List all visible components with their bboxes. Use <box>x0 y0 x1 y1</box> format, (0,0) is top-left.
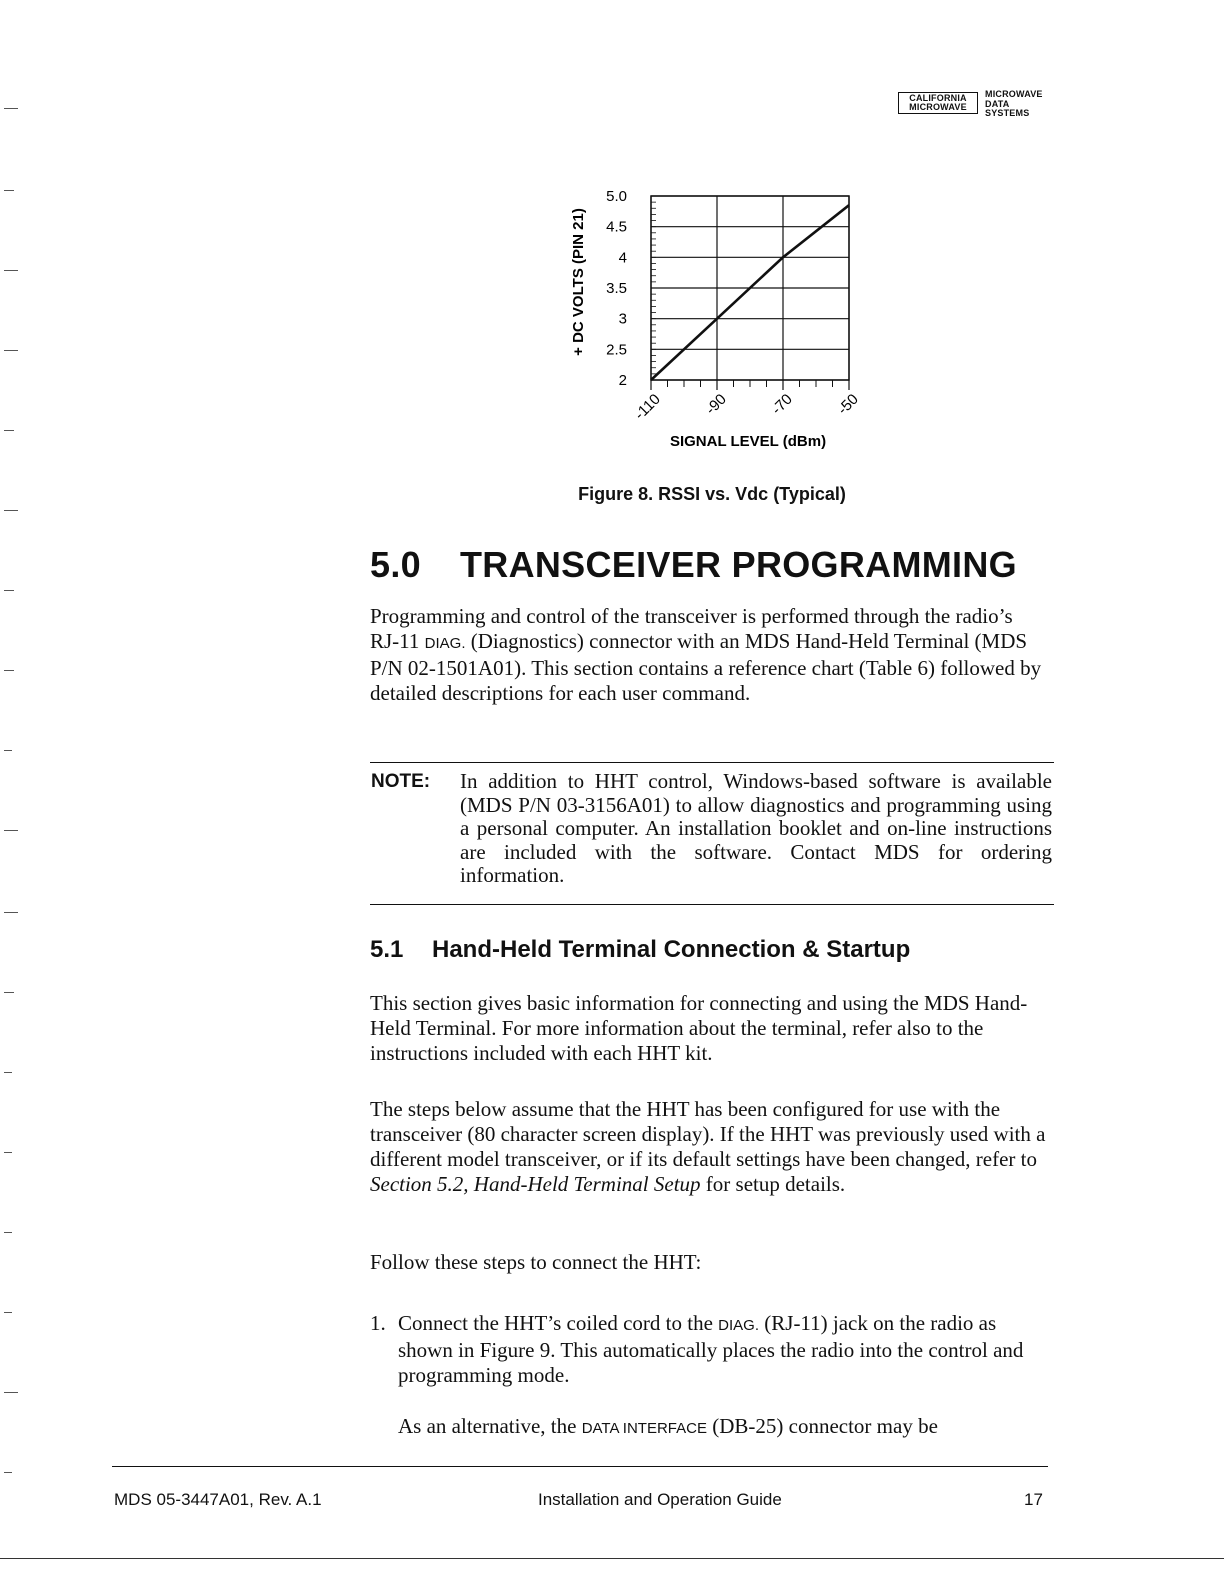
y-tick-label-0: 2 <box>618 372 627 389</box>
note-bottom-rule <box>370 904 1054 905</box>
subsection-paragraph-2 <box>370 1097 1046 1197</box>
paragraph-2-text-b: for setup details. <box>700 1172 846 1196</box>
step-1-alt-text-b: (DB-25) connector may be <box>706 1414 938 1438</box>
chart-series <box>651 205 849 380</box>
y-tick-label-1: 2.5 <box>606 341 627 359</box>
subsection-paragraph-1: This section gives basic information for connecting and using the MDS Hand-Held Terminal. For more information about the terminal, refer also to the instructions included with each HHT kit. <box>370 991 1028 1065</box>
logo-box-line1: CALIFORNIA <box>909 93 967 103</box>
footer-page-number: 17 <box>1024 1490 1043 1509</box>
note-label: NOTE: <box>371 771 431 792</box>
chart-minor-ticks <box>651 196 849 387</box>
logo-text-line3: SYSTEMS <box>985 108 1030 118</box>
step-1-number: 1. <box>370 1311 386 1335</box>
step-1-text-a: Connect the HHT’s coiled cord to the <box>398 1311 719 1335</box>
section-title: TRANSCEIVER PROGRAMMING <box>460 544 1017 585</box>
chart-x-axis-label: SIGNAL LEVEL (dBm) <box>669 433 827 450</box>
y-tick-label-6: 5.0 <box>606 188 627 205</box>
note-top-rule <box>370 762 1054 763</box>
x-tick-label-0: -110 <box>631 390 664 424</box>
section-heading <box>370 544 1017 586</box>
logo-box-line2: MICROWAVE <box>909 102 967 112</box>
subsection-title: Hand-Held Terminal Connection & Startup <box>432 936 911 963</box>
y-tick-label-5: 4.5 <box>606 218 627 236</box>
section-intro-smallcaps: DIAG. <box>424 635 466 652</box>
chart-x-tick-labels <box>631 391 861 423</box>
logo-text-line2: DATA <box>985 98 1010 109</box>
note-text: In addition to HHT control, Windows-based software is available (MDS P/N 03-3156A01) to allow diagnostics and programming using a personal computer. An installation booklet and on-line instructions are included with the software. Contact MDS for ordering information. <box>460 769 1052 887</box>
subsection-number: 5.1 <box>370 936 404 963</box>
logo-text-line1: MICROWAVE <box>985 89 1043 99</box>
x-tick-label-1: -90 <box>702 390 730 419</box>
y-tick-label-4: 4 <box>618 249 627 267</box>
step-1-alt-smallcaps: DATA INTERFACE <box>581 1420 707 1437</box>
section-intro <box>370 604 1046 706</box>
subsection-heading <box>370 936 910 964</box>
logo-text <box>985 90 1043 119</box>
footer-guide-title: Installation and Operation Guide <box>538 1490 782 1509</box>
x-tick-label-3: -50 <box>834 390 862 419</box>
section-number: 5.0 <box>370 544 421 585</box>
footer-rule <box>112 1466 1048 1467</box>
step-1-alternative <box>398 1414 1048 1441</box>
section-intro-text-a: Programming and control of the transceiver is performed through the radio’s RJ-11 <box>370 604 1013 653</box>
subsection-paragraph-3: Follow these steps to connect the HHT: <box>370 1250 702 1274</box>
step-1-text-b: (RJ-11) jack on the radio as shown in Figure 9. This automatically places the radio into the control and programming mode. <box>398 1311 1024 1387</box>
y-tick-label-2: 3 <box>618 310 627 328</box>
paragraph-2-text-a: The steps below assume that the HHT has been configured for use with the transceiver (80 character screen display). If the HHT was previously used with a different model transceiver, or if its default settings have been changed, refer to <box>370 1097 1046 1171</box>
section-5-2-reference: Section 5.2, Hand-Held Terminal Setup <box>370 1172 701 1196</box>
rssi-chart-svg <box>560 180 880 460</box>
x-tick-label-2: -70 <box>768 390 796 419</box>
series-line-0 <box>651 205 849 380</box>
y-tick-label-3: 3.5 <box>606 280 627 297</box>
figure-caption: Figure 8. RSSI vs. Vdc (Typical) <box>578 484 846 504</box>
chart-y-tick-labels <box>606 188 627 389</box>
page-bottom-edge <box>0 1558 1224 1559</box>
section-intro-text-b: (Diagnostics) connector with an MDS Hand-Held Terminal (MDS P/N 02-1501A01). This section contains a reference chart (Table 6) followed by detailed descriptions for each user command. <box>370 629 1042 705</box>
chart-y-axis-label: + DC VOLTS (PIN 21) <box>570 208 587 356</box>
footer-doc-number: MDS 05-3447A01, Rev. A.1 <box>114 1490 322 1509</box>
step-1-text <box>398 1311 1048 1388</box>
chart-grid <box>651 196 849 390</box>
step-1-alt-text-a: As an alternative, the <box>398 1414 582 1438</box>
logo-box <box>898 92 978 114</box>
rssi-chart <box>560 180 880 460</box>
company-logo <box>898 90 1048 122</box>
step-1-smallcaps: DIAG. <box>718 1317 760 1334</box>
